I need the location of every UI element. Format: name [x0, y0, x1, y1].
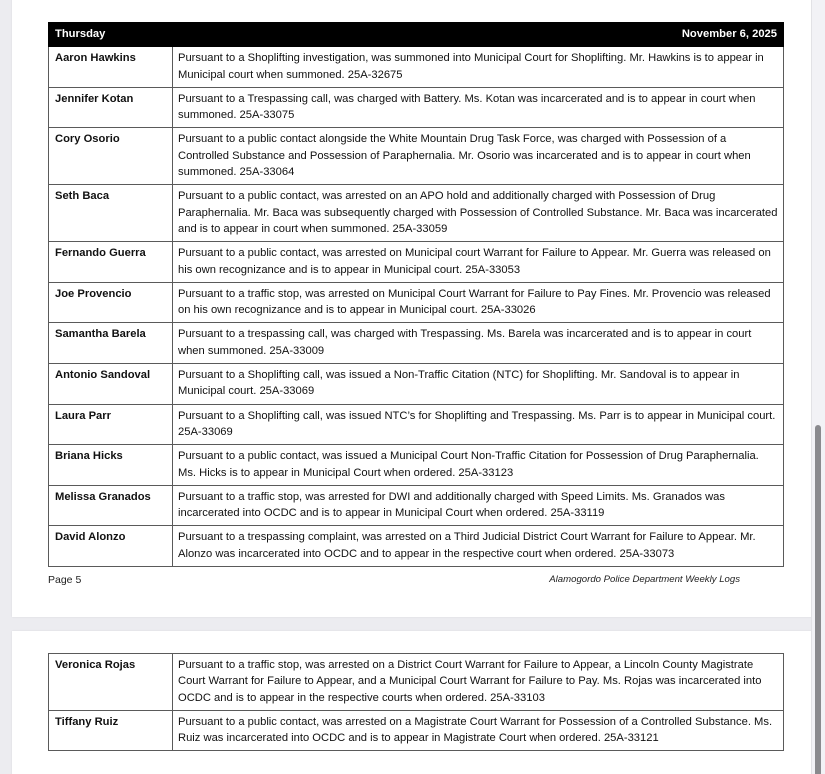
table-row	[49, 128, 784, 185]
person-name: Jennifer Kotan	[49, 87, 173, 128]
incident-description: Pursuant to a public contact, was issued a Municipal Court Non-Traffic Citation for Possession of Drug Paraphernalia. Ms. Hicks is to appear in Municipal Court when ordered. 25A-33123	[173, 445, 784, 486]
person-name: Cory Osorio	[49, 128, 173, 185]
scrollbar-thumb[interactable]	[815, 425, 821, 774]
date-label: November 6, 2025	[173, 23, 784, 47]
table-row	[49, 710, 784, 751]
incident-description: Pursuant to a public contact, was arrested on Municipal court Warrant for Failure to Appear. Mr. Guerra was released on his own recognizance and is to appear in Municipal court. 25A-33053	[173, 242, 784, 283]
table-row	[49, 485, 784, 526]
incident-description: Pursuant to a traffic stop, was arrested on Municipal Court Warrant for Failure to Pay Fines. Mr. Provencio was released on his own recognizance and is to appear in Municipal court. 25A-33026	[173, 282, 784, 323]
incident-description: Pursuant to a trespassing call, was charged with Trespassing. Ms. Barela was incarcerated and is to appear in court when summoned. 25A-33009	[173, 323, 784, 364]
table-row	[49, 282, 784, 323]
person-name: Seth Baca	[49, 185, 173, 242]
person-name: Aaron Hawkins	[49, 47, 173, 88]
document-page-6	[12, 631, 813, 774]
table-row	[49, 404, 784, 445]
table-row	[49, 87, 784, 128]
weekly-log-table-continued	[48, 653, 784, 751]
person-name: Samantha Barela	[49, 323, 173, 364]
table-row	[49, 654, 784, 711]
day-label: Thursday	[49, 23, 173, 47]
incident-description: Pursuant to a public contact, was arrested on a Magistrate Court Warrant for Possession of a Controlled Substance. Ms. Ruiz was incarcerated into OCDC and is to appear in Magistrate Court when ordered. 25A-33121	[173, 710, 784, 751]
person-name: Laura Parr	[49, 404, 173, 445]
incident-description: Pursuant to a Shoplifting call, was issued NTC’s for Shoplifting and Trespassing. Ms. Parr is to appear in Municipal court. 25A-33069	[173, 404, 784, 445]
incident-description: Pursuant to a Shoplifting investigation, was summoned into Municipal Court for Shoplifting. Mr. Hawkins is to appear in Municipal court when summoned. 25A-32675	[173, 47, 784, 88]
vertical-scrollbar[interactable]	[811, 0, 825, 774]
incident-description: Pursuant to a traffic stop, was arrested for DWI and additionally charged with Speed Limits. Ms. Granados was incarcerated into OCDC and is to appear in Municipal Court when ordered. 25A-33119	[173, 485, 784, 526]
person-name: Fernando Guerra	[49, 242, 173, 283]
table-row	[49, 47, 784, 88]
incident-description: Pursuant to a public contact, was arrested on an APO hold and additionally charged with Possession of Drug Paraphernalia. Mr. Baca was subsequently charged with Possession of Controlled Substance. Mr. Baca was incarcerated and is to appear in court when summoned. 25A-33059	[173, 185, 784, 242]
incident-description: Pursuant to a public contact alongside the White Mountain Drug Task Force, was charged with Possession of a Controlled Substance and Possession of Paraphernalia. Mr. Osorio was incarcerated and is to appear in court when summoned. 25A-33064	[173, 128, 784, 185]
table-row	[49, 323, 784, 364]
incident-description: Pursuant to a Trespassing call, was charged with Battery. Ms. Kotan was incarcerated and is to appear in court when summoned. 25A-33075	[173, 87, 784, 128]
person-name: Melissa Granados	[49, 485, 173, 526]
person-name: David Alonzo	[49, 526, 173, 567]
table-row	[49, 526, 784, 567]
table-row	[49, 185, 784, 242]
person-name: Veronica Rojas	[49, 654, 173, 711]
weekly-log-table	[48, 22, 784, 567]
table-row	[49, 364, 784, 405]
document-footer-title: Alamogordo Police Department Weekly Logs	[549, 574, 740, 585]
incident-description: Pursuant to a traffic stop, was arrested on a District Court Warrant for Failure to Appear, a Lincoln County Magistrate Court Warrant for Failure to Appear, and a Municipal Court Warrant for Failure to Pay. Ms. Rojas was incarcerated into OCDC and is to appear in the respective courts when ordered. 25A-33103	[173, 654, 784, 711]
incident-description: Pursuant to a trespassing complaint, was arrested on a Third Judicial District Court Warrant for Failure to Appear. Mr. Alonzo was incarcerated into OCDC and to appear in the respective court when ordered. 25A-33073	[173, 526, 784, 567]
document-page-5	[12, 0, 813, 617]
person-name: Briana Hicks	[49, 445, 173, 486]
table-row	[49, 242, 784, 283]
incident-description: Pursuant to a Shoplifting call, was issued a Non-Traffic Citation (NTC) for Shoplifting. Mr. Sandoval is to appear in Municipal court. 25A-33069	[173, 364, 784, 405]
table-row	[49, 445, 784, 486]
person-name: Joe Provencio	[49, 282, 173, 323]
page-number: Page 5	[48, 574, 82, 586]
person-name: Tiffany Ruiz	[49, 710, 173, 751]
table-header-row	[49, 23, 784, 47]
person-name: Antonio Sandoval	[49, 364, 173, 405]
